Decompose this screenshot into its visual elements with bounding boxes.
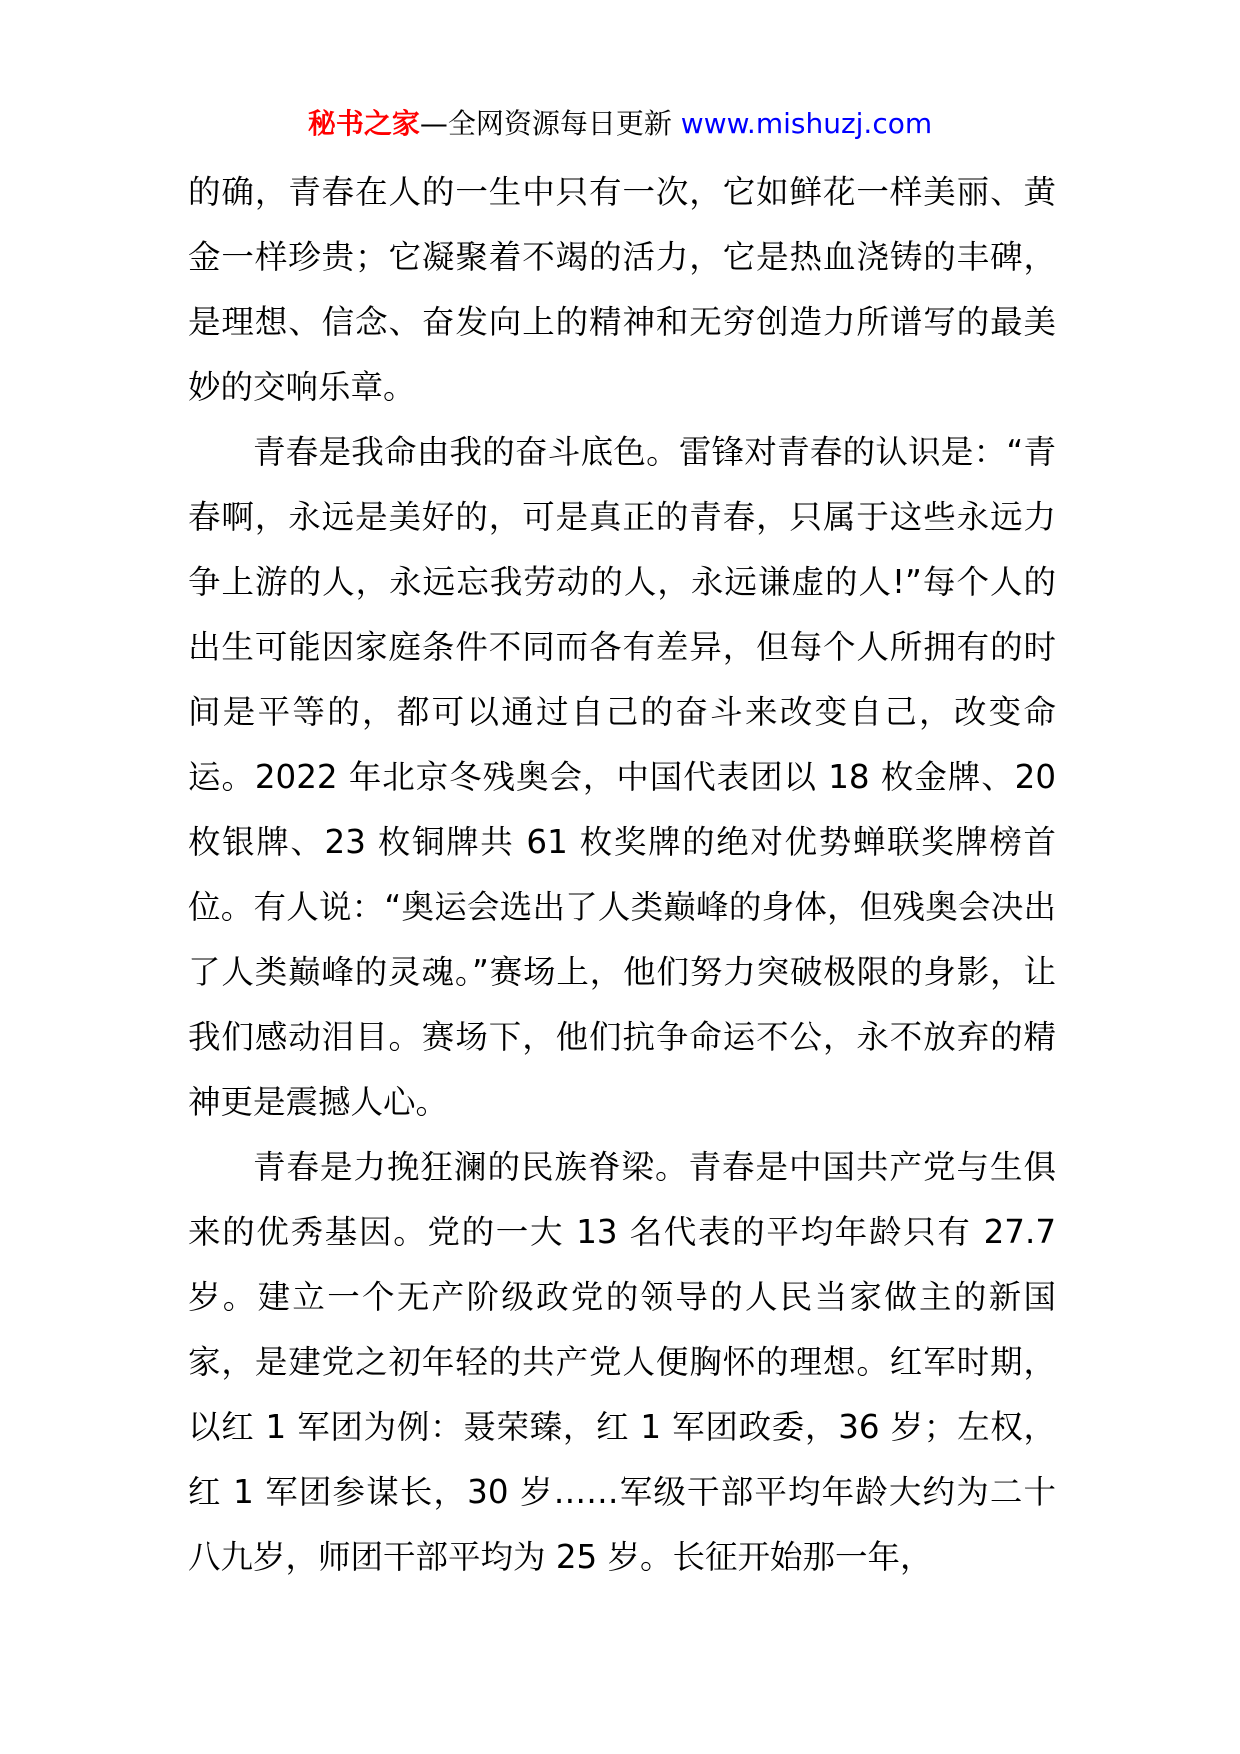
- header-tagline: —全网资源每日更新: [419, 107, 672, 140]
- brand-name: 秘书之家: [307, 107, 420, 140]
- paragraph-2: 青春是我命由我的奋斗底色。雷锋对青春的认识是：“青春啊，永远是美好的，可是真正的青春，只属于这些永远力争上游的人，永远忘我劳动的人，永远谦虚的人!”每个人的出生可能因家庭条件不同而各有差异，但每个人所拥有的时间是平等的，都可以通过自己的奋斗来改变自己，改变命运。2022 年北京冬残奥会，中国代表团以 18 枚金牌、20 枚银牌、23 枚铜牌共 61 枚奖牌的绝对优势蝉联奖牌榜首位。有人说：“奥运会选出了人类巅峰的身体，但残奥会决出了人类巅峰的灵魂。”赛场上，他们努力突破极限的身影，让我们感动泪目。赛场下，他们抗争命运不公，永不放弃的精神更是震撼人心。: [188, 433, 1056, 1121]
- site-url[interactable]: www.mishuzj.com: [671, 107, 933, 140]
- document-body: [188, 160, 1056, 1590]
- paragraph-3: 青春是力挽狂澜的民族脊梁。青春是中国共产党与生俱来的优秀基因。党的一大 13 名代表的平均年龄只有 27.7 岁。建立一个无产阶级政党的领导的人民当家做主的新国家，是建党之初年轻的共产党人便胸怀的理想。红军时期，以红 1 军团为例：聂荣臻，红 1 军团政委，36 岁；左权，红 1 军团参谋长，30 岁……军级干部平均年龄大约为二十八九岁，师团干部平均为 25 岁。长征开始那一年，: [188, 1148, 1056, 1576]
- paragraph-1: 的确，青春在人的一生中只有一次，它如鲜花一样美丽、黄金一样珍贵；它凝聚着不竭的活力，它是热血浇铸的丰碑，是理想、信念、奋发向上的精神和无穷创造力所谱写的最美妙的交响乐章。: [188, 173, 1056, 406]
- page-header: [0, 104, 1240, 144]
